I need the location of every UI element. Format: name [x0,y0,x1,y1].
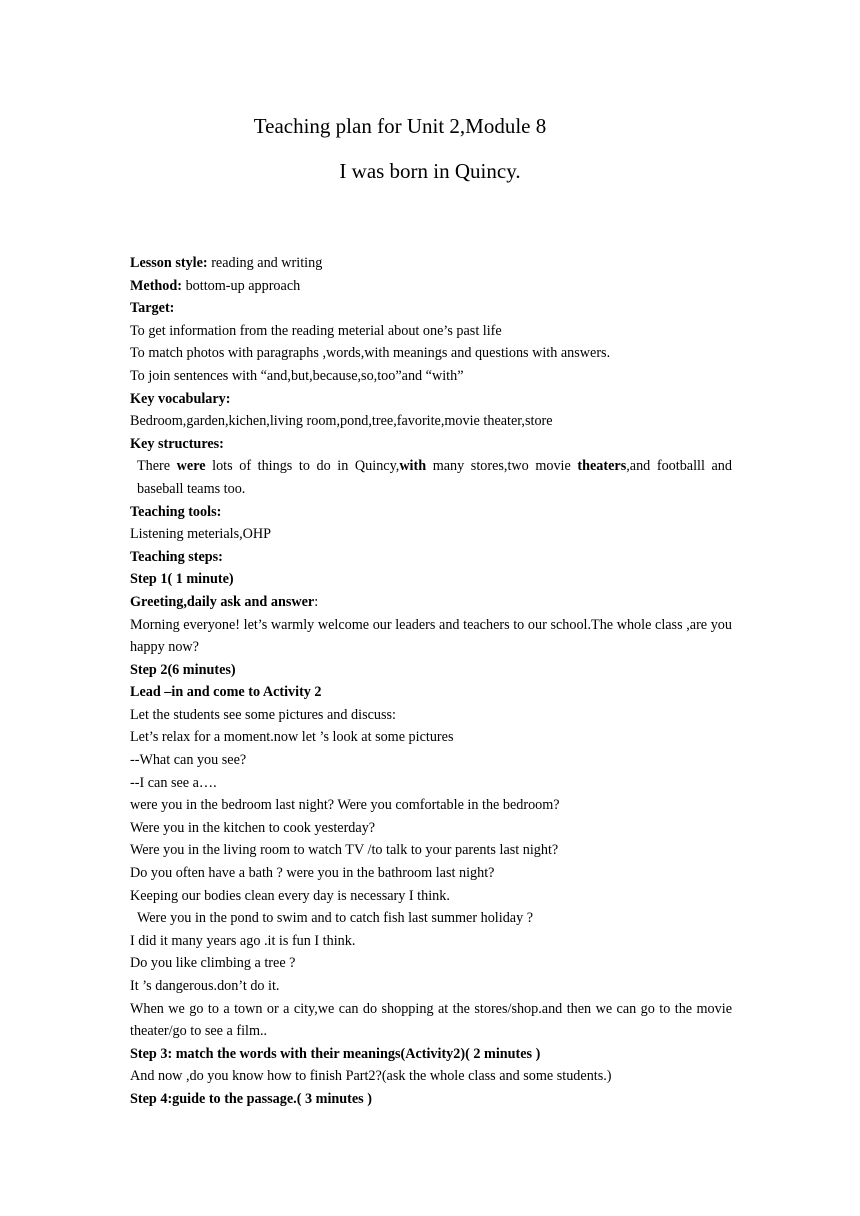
target-line: To get information from the reading meterial about one’s past life [130,322,502,339]
teaching-tools-text: Listening meterials,OHP [130,526,272,543]
step2-line: Were you in the pond to swim and to catch fish last summer holiday ? [137,910,534,927]
step2-line: --I can see a…. [130,774,217,791]
document-body [130,252,732,1111]
document-subtitle: I was born in Quincy. [339,159,521,183]
teaching-steps-heading: Teaching steps: [130,548,223,565]
target-line: To join sentences with “and,but,because,so,too”and “with” [130,367,464,384]
step2-heading: Step 2(6 minutes) [130,661,236,678]
lesson-style-value: reading and writing [207,255,323,271]
lesson-style-label: Lesson style: [130,255,208,271]
step2-line: Keeping our bodies clean every day is necessary I think. [130,887,450,904]
step2-line: I did it many years ago .it is fun I think. [130,932,356,949]
step1-subheading: Greeting,daily ask and answer: [130,593,319,610]
step2-line: Let’s relax for a moment.now let ’s look at some pictures [130,729,454,746]
step2-line: Were you in the kitchen to cook yesterday? [130,819,376,836]
step3-text: And now ,do you know how to finish Part2?(ask the whole class and some students.) [130,1068,612,1085]
lesson-style-line [130,252,732,275]
step4-heading: Step 4:guide to the passage.( 3 minutes ) [130,1090,372,1107]
step2-line: Were you in the living room to watch TV /to talk to your parents last night? [130,842,559,859]
method-value: bottom-up approach [182,277,301,294]
step2-line: Do you like climbing a tree ? [130,955,296,972]
step2-line: Let the students see some pictures and discuss: [130,706,396,723]
key-vocabulary-text: Bedroom,garden,kichen,living room,pond,tree,favorite,movie theater,store [130,413,553,430]
step2-line: were you in the bedroom last night? Were you comfortable in the bedroom? [130,797,560,814]
step2-subheading: Lead –in and come to Activity 2 [130,684,322,701]
key-structures-heading: Key structures: [130,435,224,452]
method-line [130,275,732,298]
target-line: To match photos with paragraphs ,words,with meanings and questions with answers. [130,345,611,362]
step1-text: Morning everyone! let’s warmly welcome our leaders and teachers to our school.The whole class ,are you happy now? [130,616,732,656]
step2-line: Do you often have a bath ? were you in the bathroom last night? [130,865,495,882]
step3-heading: Step 3: match the words with their meanings(Activity2)( 2 minutes ) [130,1045,541,1062]
method-label: Method: [130,277,183,294]
step1-heading: Step 1( 1 minute) [130,571,234,588]
document-title: Teaching plan for Unit 2,Module 8 [253,114,547,138]
step2-line: --What can you see? [130,752,247,769]
teaching-tools-heading: Teaching tools: [130,503,222,520]
key-structures-text: There were lots of things to do in Quincy,with many stores,two movie theaters,and footballl and baseball teams too. [137,458,732,497]
step2-line: It ’s dangerous.don’t do it. [130,978,280,994]
step2-paragraph: When we go to a town or a city,we can do shopping at the stores/shop.and then we can go to the movie theater/go to see a film.. [130,1000,732,1040]
target-heading: Target: [130,300,175,317]
key-vocabulary-heading: Key vocabulary: [130,390,231,407]
